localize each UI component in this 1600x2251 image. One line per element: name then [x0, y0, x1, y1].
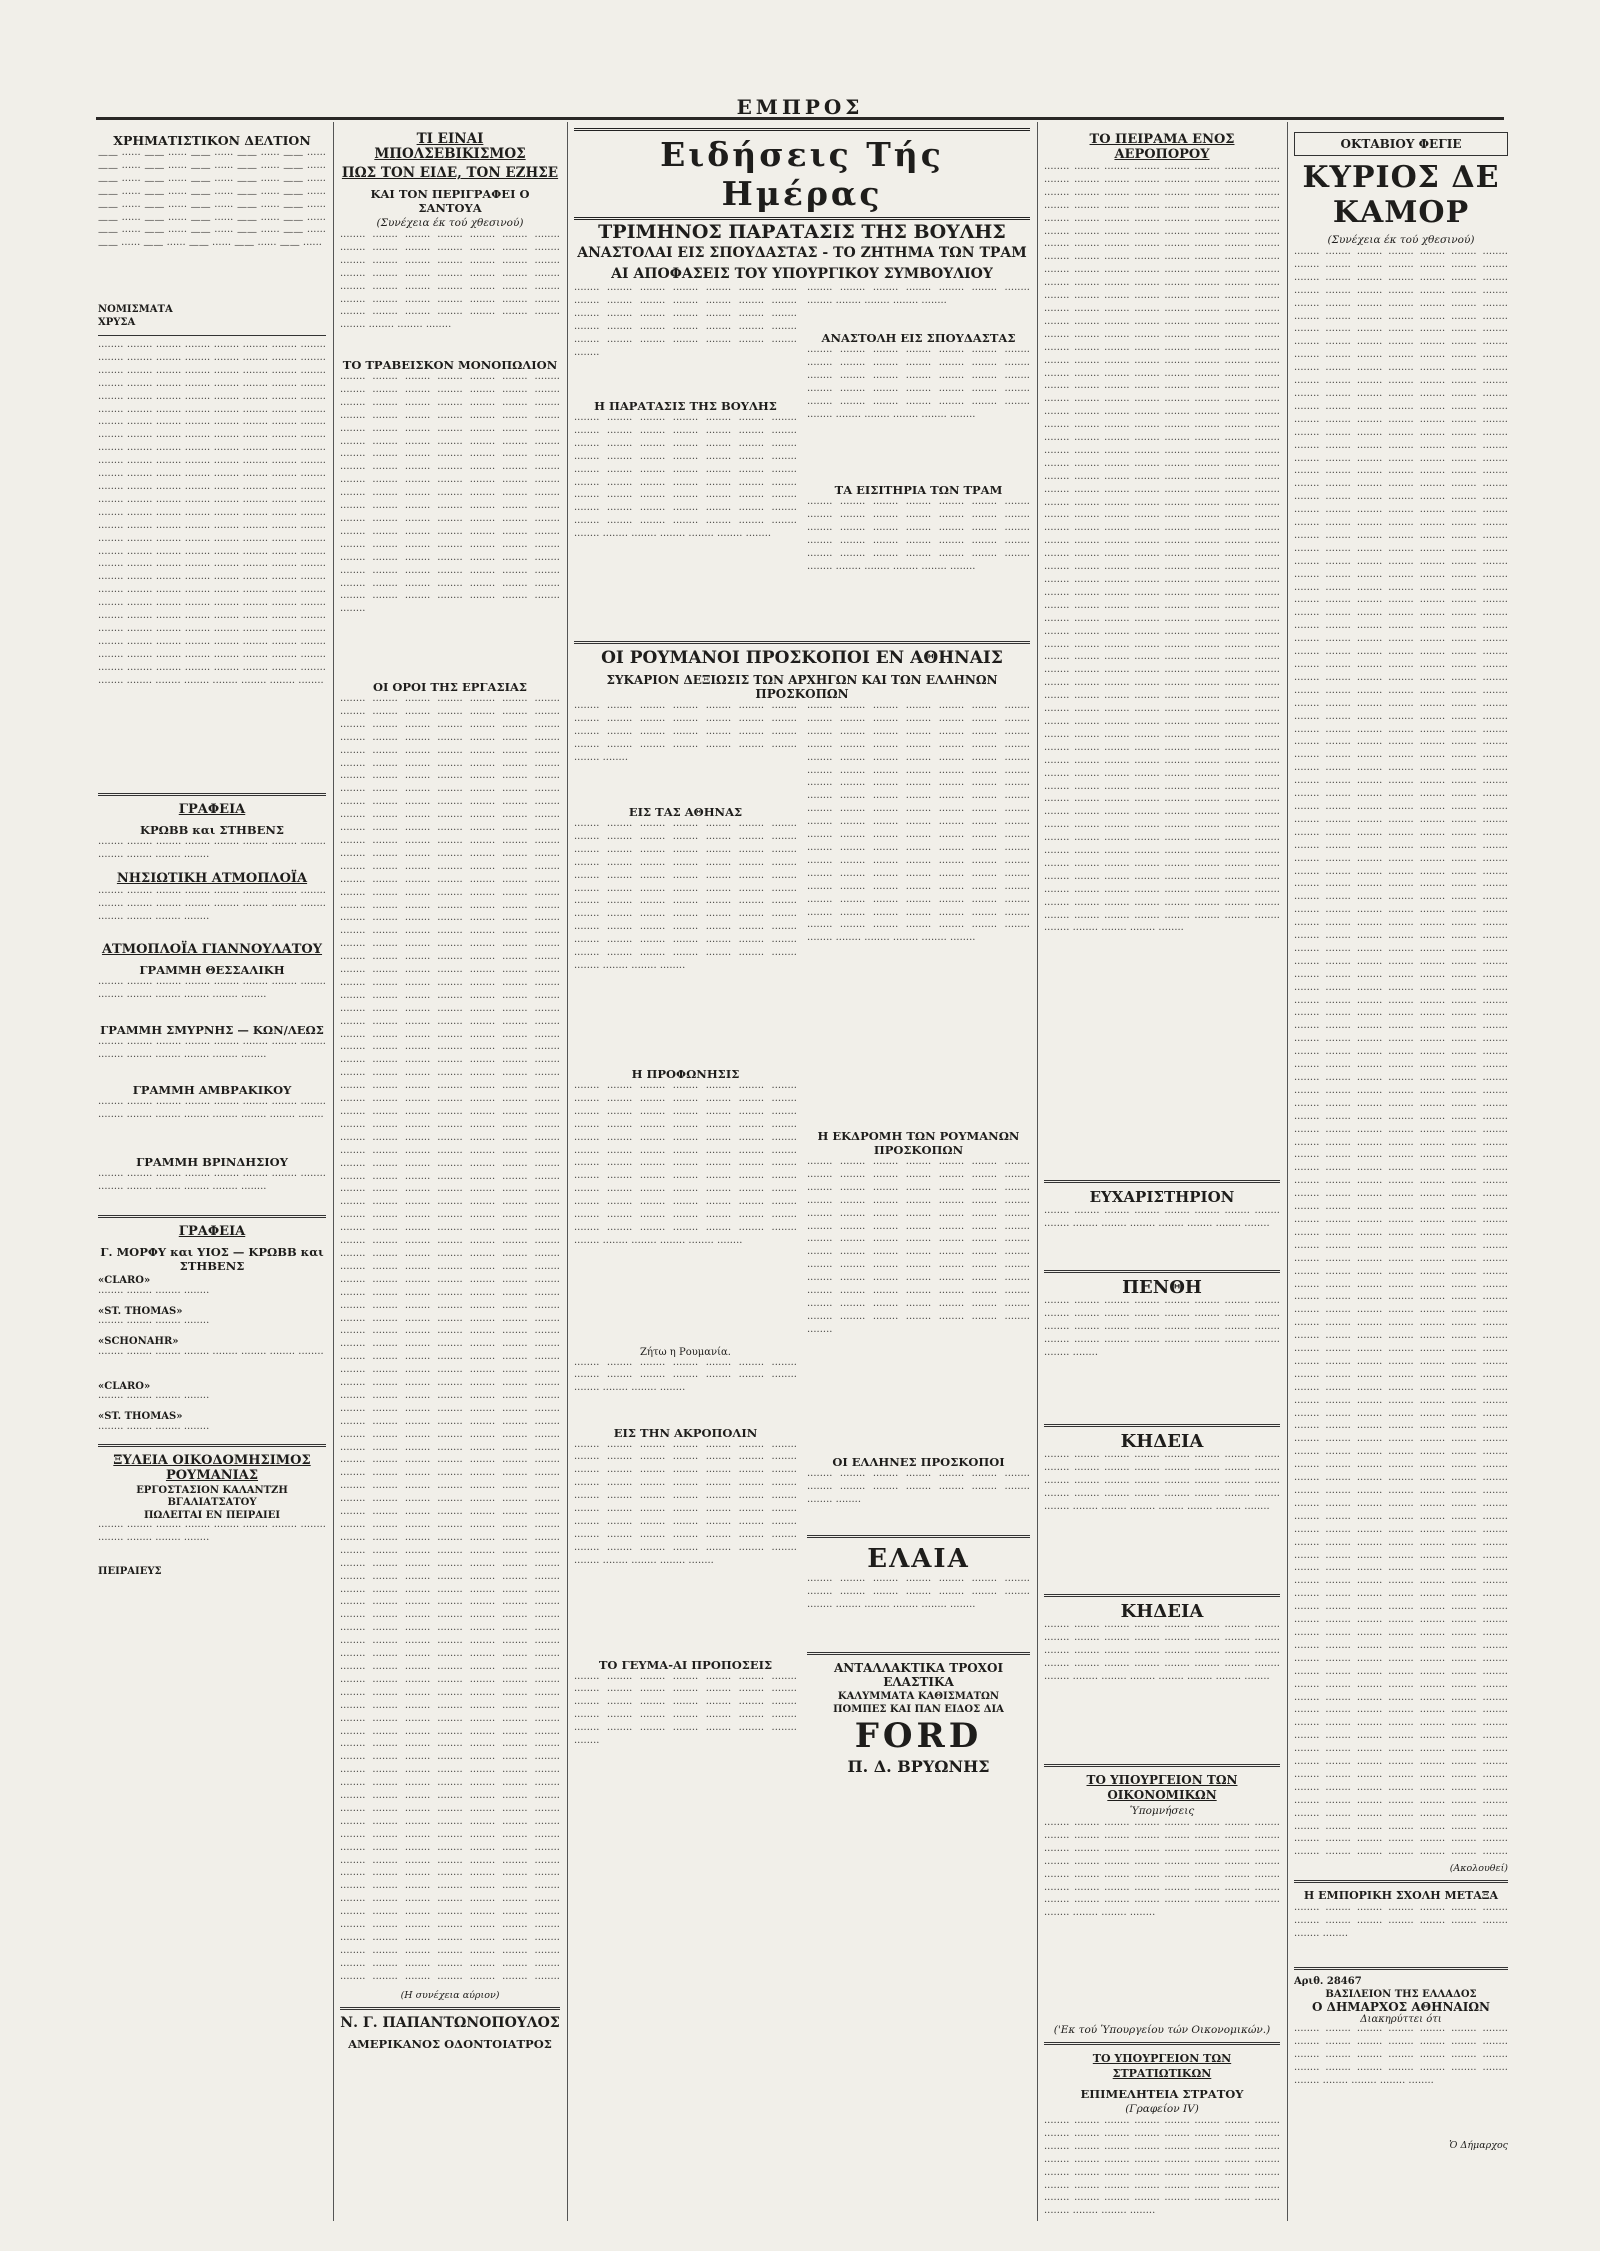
ship-text: ········ ········ ········ ········ — [98, 1423, 210, 1435]
finance-ministry-text: ········ ········ ········ ········ ········ ········ ········ ········ ········ ········ ········ ········ ········ ········ ········ ········ ········ ········ ········ ········ ········ ········ ········ ········ ········ ········ ········ ········ ········ ········ ········ ········ ········ ········ ········ ········ ········ ········ ········ ········ ········ ········ ········ ········ ········ ········ ········ ········ ········ ········ ········ ········ ········ ········ ········ ········ ········ ········ ········ ········ — [1044, 1820, 1280, 1922]
masthead: ΕΜΠΡΟΣ — [736, 95, 864, 119]
elaia-ad-title: ΕΛΑΙΑ — [867, 1544, 970, 1574]
article-body: ········ ········ ········ ········ ········ ········ ········ ········ ········ ········ ········ ········ ········ ········ ········ ········ ········ ········ ········ ········ ········ ········ ········ ········ ········ ········ ········ ········ ········ ········ ········ ········ ········ ········ ········ ········ ········ ········ ········ ········ ········ ········ ········ ········ ········ ········ ········ ········ ········ ········ ········ ········ ········ — [340, 232, 560, 334]
column-separator — [1287, 122, 1288, 2221]
ship-schonahr: «SCHONAHR» — [98, 1336, 179, 1347]
ship-st-thomas-2: «ST. THOMAS» — [98, 1411, 183, 1422]
divider — [1044, 1270, 1280, 1273]
finance-title: ΧΡΗΜΑΤΙΣΤΙΚΟΝ ΔΕΛΤΙΟΝ — [113, 133, 311, 148]
xyleia-text: ········ ········ ········ ········ ········ ········ ········ ········ ········ ········ ········ ········ — [98, 1522, 326, 1546]
divider — [807, 1535, 1030, 1538]
subhead-lunch-toasts: ΤΟ ΓΕΥΜΑ-ΑΙ ΠΡΟΠΟΣΕΙΣ — [598, 1657, 773, 1672]
xyleia-title: ΞΥΛΕΙΑ ΟΙΚΟΔΟΜΗΣΙΜΟΣ ΡΟΥΜΑΝΙΑΣ — [113, 1452, 311, 1483]
ford-ad-line1: ΚΑΛΥΜΜΑΤΑ ΚΑΘΙΣΜΑΤΩΝ — [837, 1691, 1000, 1702]
news-subcol-left — [574, 285, 797, 635]
subhead-in-athens: ΕΙΣ ΤΑΣ ΑΘΗΝΑΣ — [628, 805, 743, 819]
funeral-title-1: ΚΗΔΕΙΑ — [1120, 1431, 1204, 1452]
to-be-continued: (Ακολουθεί) — [1449, 1863, 1508, 1874]
article-body: ········ ········ ········ ········ ········ ········ ········ ········ ········ ········ ········ ········ ········ ········ ········ ········ ········ ········ ········ ········ ········ ········ ········ ········ ········ ········ ········ ········ ········ ········ ········ ········ ········ ········ ········ ········ ········ ········ ········ ········ ········ ········ ········ ········ ········ ········ ········ ········ ········ ········ ········ ········ ········ ········ ········ ········ ········ ········ ········ ········ ········ ········ ········ ········ ········ ········ ········ ········ ········ ········ ········ ········ ········ ········ ········ ········ ········ ········ ········ ········ ········ ········ ········ ········ ········ ········ ········ ········ ········ ········ ········ ········ — [807, 1159, 1030, 1338]
divider — [1294, 1880, 1508, 1883]
column-separator — [1037, 122, 1038, 2221]
divider — [98, 793, 326, 796]
funeral-text-2: ········ ········ ········ ········ ········ ········ ········ ········ ········ ········ ········ ········ ········ ········ ········ ········ ········ ········ ········ ········ ········ ········ ········ ········ ········ ········ ········ ········ ········ ········ ········ ········ ········ ········ ········ ········ ········ ········ ········ ········ — [1044, 1622, 1280, 1685]
article-body: ········ ········ ········ ········ ········ ········ ········ ········ ········ ········ ········ ········ ········ ········ ········ ········ ········ ········ ········ ········ ········ ········ ········ ········ ········ ········ ········ ········ ········ ········ ········ ········ ········ ········ ········ ········ ········ ········ ········ ········ ········ ········ ········ ········ ········ ········ ········ ········ ········ ········ ········ ········ ········ ········ ········ ········ ········ ········ ········ ········ ········ ········ ········ ········ ········ ········ ········ ········ ········ ········ ········ ········ ········ ········ ········ ········ ········ ········ ········ ········ ········ ········ ········ ········ ········ ········ ········ ········ ········ ········ ········ ········ ········ ········ ········ ········ ········ ········ ········ ········ ········ ········ ········ ········ ········ ········ ········ ········ ········ ········ ········ ········ ········ ········ ········ ········ ········ ········ ········ ········ ········ ········ ········ ········ ········ ········ ········ — [340, 374, 560, 618]
subhead-greek-scouts: ΟΙ ΕΛΛΗΝΕΣ ΠΡΟΣΚΟΠΟΙ — [832, 1455, 1005, 1469]
nisiotiki-title: ΝΗΣΙΩΤΙΚΗ ΑΤΜΟΠΛΟΪΑ — [116, 871, 308, 886]
subhead-tickets: ΤΑ ΕΙΣΙΤΗΡΙΑ ΤΩΝ ΤΡΑΜ — [834, 483, 1003, 497]
giannoulatou-title: ΑΤΜΟΠΛΟΪΑ ΓΙΑΝΝΟΥΛΑΤΟΥ — [101, 942, 323, 957]
serial-body: ········ ········ ········ ········ ········ ········ ········ ········ ········ ········ ········ ········ ········ ········ ········ ········ ········ ········ ········ ········ ········ ········ ········ ········ ········ ········ ········ ········ ········ ········ ········ ········ ········ ········ ········ ········ ········ ········ ········ ········ ········ ········ ········ ········ ········ ········ ········ ········ ········ ········ ········ ········ ········ ········ ········ ········ ········ ········ ········ ········ ········ ········ ········ ········ ········ ········ ········ ········ ········ ········ ········ ········ ········ ········ ········ ········ ········ ········ ········ ········ ········ ········ ········ ········ ········ ········ ········ ········ ········ ········ ········ ········ ········ ········ ········ ········ ········ ········ ········ ········ ········ ········ ········ ········ ········ ········ ········ ········ ········ ········ ········ ········ ········ ········ ········ ········ ········ ········ ········ ········ ········ ········ ········ ········ ········ ········ ········ ········ ········ ········ ········ ········ ········ ········ ········ ········ ········ ········ ········ ········ ········ ········ ········ ········ ········ ········ ········ ········ ········ ········ ········ ········ ········ ········ ········ ········ ········ ········ ········ ········ ········ ········ ········ ········ ········ ········ ········ ········ ········ ········ ········ ········ ········ ········ ········ ········ ········ ········ ········ ········ ········ ········ ········ ········ ········ ········ ········ ········ ········ ········ ········ ········ ········ ········ ········ ········ ········ ········ ········ ········ ········ ········ ········ ········ ········ ········ ········ ········ ········ ········ ········ ········ ········ ········ ········ ········ ········ ········ ········ ········ ········ ········ ········ ········ ········ ········ ········ ········ ········ ········ ········ ········ ········ ········ ········ ········ ········ ········ ········ ········ ········ ········ ········ ········ ········ ········ ········ ········ ········ ········ ········ ········ ········ ········ ········ ········ ········ ········ ········ ········ ········ ········ ········ ········ ········ ········ ········ ········ ········ ········ ········ ········ ········ ········ ········ ········ ········ ········ ········ ········ ········ ········ ········ ········ ········ ········ ········ ········ ········ ········ ········ ········ ········ ········ ········ ········ ········ ········ ········ ········ ········ ········ ········ ········ ········ ········ ········ ········ ········ ········ ········ ········ ········ ········ ········ ········ ········ ········ ········ ········ ········ ········ ········ ········ ········ ········ ········ ········ ········ ········ ········ ········ ········ ········ ········ ········ ········ ········ ········ ········ ········ ········ ········ ········ ········ ········ ········ ········ ········ ········ ········ ········ ········ ········ ········ ········ ········ ········ ········ ········ ········ ········ ········ ········ ········ ········ ········ ········ ········ ········ ········ ········ ········ ········ ········ ········ ········ ········ ········ ········ ········ ········ ········ ········ ········ ········ ········ ········ ········ ········ ········ ········ ········ ········ ········ ········ ········ ········ ········ ········ ········ ········ ········ ········ ········ ········ ········ ········ ········ ········ ········ ········ ········ ········ ········ ········ ········ ········ ········ ········ ········ ········ ········ ········ ········ ········ ········ ········ ········ ········ ········ ········ ········ ········ ········ ········ ········ ········ ········ ········ ········ ········ ········ ········ ········ ········ ········ ········ ········ ········ ········ ········ ········ ········ ········ ········ ········ ········ ········ ········ ········ ········ ········ ········ ········ ········ ········ ········ ········ ········ ········ ········ ········ ········ ········ ········ ········ ········ ········ ········ ········ ········ ········ ········ ········ ········ ········ ········ ········ ········ ········ ········ ········ ········ ········ ········ ········ ········ ········ ········ ········ ········ ········ ········ ········ ········ ········ ········ ········ ········ ········ ········ ········ ········ ········ ········ ········ ········ ········ ········ ········ ········ ········ ········ ········ ········ ········ ········ ········ ········ ········ ········ ········ ········ ········ ········ ········ ········ ········ ········ ········ ········ ········ ········ ········ ········ ········ ········ ········ ········ ········ ········ ········ ········ ········ ········ ········ ········ ········ ········ ········ ········ ········ ········ ········ ········ ········ ········ ········ ········ ········ ········ ········ ········ ········ ········ ········ ········ ········ ········ ········ ········ ········ ········ ········ ········ ········ ········ ········ ········ ········ ········ ········ ········ ········ ········ ········ ········ ········ ········ ········ ········ ········ ········ ········ ········ ········ ········ ········ ········ ········ ········ ········ ········ ········ ········ ········ ········ ········ ········ ········ ········ ········ ········ ········ ········ ········ ········ ········ ········ ········ ········ ········ ········ ········ ········ ········ ········ ········ ········ ········ ········ ········ ········ ········ ········ ········ ········ ········ ········ ········ ········ ········ ········ ········ ········ ········ ········ ········ ········ ········ ········ ········ ········ ········ ········ ········ ········ ········ ········ ········ ········ ········ ········ ········ ········ ········ ········ ········ ········ ········ ········ ········ ········ ········ ········ ········ ········ ········ ········ ········ ········ ········ ········ ········ ········ ········ ········ ········ ········ ········ ········ ········ ········ ········ ········ ········ ········ ········ ········ ········ ········ ········ ········ ········ ········ ········ ········ ········ ········ ········ ········ ········ ········ ········ ········ ········ ········ ········ ········ ········ ········ ········ ········ ········ ········ ········ ········ ········ ········ ········ ········ ········ ········ ········ ········ ········ ········ ········ ········ ········ ········ ········ ········ ········ ········ ········ ········ ········ ········ ········ ········ ········ ········ ········ ········ ········ ········ ········ ········ ········ ········ ········ ········ ········ ········ ········ ········ ········ ········ ········ ········ ········ ········ ········ ········ ········ ········ ········ ········ ········ ········ ········ ········ ········ ········ ········ ········ ········ ········ ········ ········ ········ ········ ········ ········ ········ ········ ········ ········ ········ ········ ········ ········ ········ ········ ········ ········ ········ ········ ········ ········ ········ ········ ········ ········ ········ ········ ········ ········ ········ ········ ········ ········ ········ ········ ········ ········ ········ ········ ········ ········ ········ ········ ········ ········ ········ ········ ········ ········ ········ ········ ········ ········ ········ ········ ········ ········ ········ ········ ········ ········ ········ ········ ········ ········ ········ ········ ········ ········ ········ ········ ········ ········ ········ — [1294, 249, 1508, 1859]
article-title-line2: ΠΩΣ ΤΟΝ ΕΙΔΕ, ΤΟΝ ΕΖΗΣΕ — [341, 165, 559, 181]
subhead-work-terms: ΟΙ ΟΡΟΙ ΤΗΣ ΕΡΓΑΣΙΑΣ — [372, 680, 528, 694]
column-2 — [340, 128, 560, 2221]
article-title-line1: ΤΙ ΕΙΝΑΙ ΜΠΟΛΣΕΒΙΚΙΣΜΟΣ — [374, 131, 526, 162]
military-ministry-subtitle: ΕΠΙΜΕΛΗΤΕΙΑ ΣΤΡΑΤΟΥ — [1080, 2087, 1244, 2101]
top-rule — [96, 117, 1504, 120]
thessaliki-line: ΓΡΑΜΜΗ ΘΕΣΣΑΛΙΚΗ — [139, 963, 285, 977]
dentist-ad-name: Ν. Γ. ΠΑΠΑΝΤΩΝΟΠΟΥΛΟΣ — [340, 2015, 560, 2031]
ford-logo-text: FORD — [854, 1716, 983, 1756]
divider — [340, 2007, 560, 2010]
article-body: ········ ········ ········ ········ ········ ········ ········ ········ ········ ········ ········ ········ ········ ········ ········ ········ ········ ········ ········ ········ ········ ········ ········ ········ ········ ········ ········ ········ ········ ········ ········ ········ ········ ········ ········ ········ — [574, 1673, 797, 1750]
grafeia-title: ΓΡΑΦΕΙΑ — [178, 802, 246, 817]
military-ministry-text: ········ ········ ········ ········ ········ ········ ········ ········ ········ ········ ········ ········ ········ ········ ········ ········ ········ ········ ········ ········ ········ ········ ········ ········ ········ ········ ········ ········ ········ ········ ········ ········ ········ ········ ········ ········ ········ ········ ········ ········ ········ ········ ········ ········ ········ ········ ········ ········ ········ ········ ········ ········ ········ ········ ········ ········ ········ ········ ········ ········ — [1044, 2118, 1280, 2220]
divider — [98, 1444, 326, 1447]
decree-text: ········ ········ ········ ········ ········ ········ ········ ········ ········ ········ ········ ········ ········ ········ ········ ········ ········ ········ ········ ········ ········ ········ ········ ········ ········ ········ ········ ········ ········ ········ ········ ········ ········ — [1294, 2026, 1508, 2089]
serial-byline: ΟΚΤΑΒΙΟΥ ΦΕΓΙΕ — [1294, 132, 1508, 156]
decree-announces: Διακηρύττει ότι — [1360, 2013, 1442, 2025]
subhead-acropolis: ΕΙΣ ΤΗΝ ΑΚΡΟΠΟΛΙΝ — [613, 1425, 758, 1440]
aviator-title: ΤΟ ΠΕΙΡΑΜΑ ΕΝΟΣ ΑΕΡΟΠΟΡΟΥ — [1089, 132, 1235, 162]
amvrakiki-text: ········ ········ ········ ········ ········ ········ ········ ········ ········ ········ ········ ········ ········ ········ ········ ········ — [98, 1099, 326, 1123]
ship-claro-2: «CLARO» — [98, 1380, 151, 1392]
school-text: ········ ········ ········ ········ ········ ········ ········ ········ ········ ········ ········ ········ ········ ········ ········ ········ — [1294, 1905, 1508, 1942]
subhead-excursion: Η ΕΚΔΡΟΜΗ ΤΩΝ ΡΟΥΜΑΝΩΝ ΠΡΟΣΚΟΠΩΝ — [817, 1129, 1020, 1157]
divider — [1044, 1424, 1280, 1427]
ship-claro: «CLARO» — [98, 1275, 151, 1286]
finance-commentary: ········ ········ ········ ········ ········ ········ ········ ········ ········ ········ ········ ········ ········ ········ ········ ········ ········ ········ ········ ········ ········ ········ ········ ········ ········ ········ ········ ········ ········ ········ ········ ········ ········ ········ ········ ········ ········ ········ ········ ········ ········ ········ ········ ········ ········ ········ ········ ········ ········ ········ ········ ········ ········ ········ ········ ········ ········ ········ ········ ········ ········ ········ ········ ········ ········ ········ ········ ········ ········ ········ ········ ········ ········ ········ ········ ········ ········ ········ ········ ········ ········ ········ ········ ········ ········ ········ ········ ········ ········ ········ ········ ········ ········ ········ ········ ········ ········ ········ ········ ········ ········ ········ ········ ········ ········ ········ ········ ········ ········ ········ ········ ········ ········ ········ ········ ········ ········ ········ ········ ········ ········ ········ ········ ········ ········ ········ ········ ········ ········ ········ ········ ········ ········ ········ ········ ········ ········ ········ ········ ········ ········ ········ ········ ········ ········ ········ ········ ········ ········ ········ ········ ········ ········ ········ ········ ········ ········ ········ ········ ········ ········ ········ ········ ········ ········ ········ ········ ········ ········ ········ ········ ········ ········ ········ ········ ········ ········ ········ ········ ········ ········ ········ ········ ········ ········ ········ ········ ········ ········ ········ ········ ········ ········ ········ ········ ········ ········ ········ ········ ········ ········ ········ ········ ········ ········ ········ ········ ········ ········ ········ ········ ········ ········ ········ ········ ········ — [98, 342, 326, 689]
thessaliki-text: ········ ········ ········ ········ ········ ········ ········ ········ ········ ········ ········ ········ ········ ········ — [98, 979, 326, 1003]
continued-note: (Συνέχεια έκ τού χθεσινού) — [376, 217, 524, 229]
dentist-ad-subtitle: ΑΜΕΡΙΚΑΝΟΣ ΟΔΟΝΤΟΙΑΤΡΟΣ — [348, 2037, 552, 2051]
ship-text: ········ ········ ········ ········ — [98, 1393, 210, 1404]
ship-text: ········ ········ ········ ········ — [98, 1287, 210, 1299]
article-body: ········ ········ ········ ········ ········ ········ ········ ········ ········ ········ ········ ········ ········ ········ ········ ········ ········ ········ ········ ········ ········ ········ ········ ········ ········ ········ ········ ········ ········ ········ ········ ········ ········ ········ ········ ········ ········ ········ ········ ········ ········ ········ ········ ········ ········ ········ ········ ········ ········ ········ ········ ········ ········ ········ ········ ········ ········ ········ ········ ········ ········ ········ ········ ········ ········ ········ ········ ········ ········ ········ ········ ········ ········ ········ ········ ········ ········ ········ ········ ········ ········ — [574, 821, 797, 974]
article-body: ········ ········ ········ ········ ········ ········ ········ ········ ········ ········ ········ ········ ········ ········ ········ ········ — [807, 1471, 1030, 1508]
scouts-subcol-right — [807, 703, 1030, 1788]
grafeia2-title: ΓΡΑΦΕΙΑ — [178, 1224, 246, 1239]
nisiotiki-text: ········ ········ ········ ········ ········ ········ ········ ········ ········ ········ ········ ········ ········ ········ ········ ········ ········ ········ ········ ········ — [98, 888, 326, 925]
divider — [1044, 1594, 1280, 1597]
article-body: ········ ········ ········ ········ ········ ········ ········ ········ ········ ········ ········ ········ ········ ········ ········ ········ ········ ········ ········ ········ ········ ········ ········ ········ ········ ········ ········ ········ ········ ········ ········ ········ ········ ········ ········ ········ ········ ········ ········ ········ ········ — [807, 347, 1030, 423]
ford-ad-line2: ΠΟΜΠΕΣ ΚΑΙ ΠΑΝ ΕΙΔΟΣ ΔΙΑ — [833, 1703, 1004, 1715]
divider — [1044, 1180, 1280, 1183]
column-separator — [333, 122, 334, 2221]
smyrni-line: ΓΡΑΜΜΗ ΣΜΥΡΝΗΣ — ΚΩΝ/ΛΕΩΣ — [100, 1023, 324, 1037]
divider — [98, 1215, 326, 1218]
to-be-continued: (Η συνέχεια αύριον) — [400, 1990, 500, 2001]
column-5 — [1294, 128, 1508, 2221]
decree-kingdom: ΒΑΣΙΛΕΙΟΝ ΤΗΣ ΕΛΛΑΔΟΣ — [1325, 1988, 1477, 2000]
military-ministry-office: (Γραφείον IV) — [1125, 2103, 1199, 2115]
column-4 — [1044, 128, 1280, 2221]
ergostasion-line: ΕΡΓΟΣΤΑΣΙΟΝ ΚΑΛΑΝΤΖΗ ΒΓΑΛΙΑΤΣΑΤΟΥ — [136, 1484, 288, 1508]
article-body: ········ ········ ········ ········ ········ ········ ········ ········ ········ ········ ········ ········ ········ ········ ········ ········ ········ ········ ········ ········ ········ ········ ········ ········ ········ ········ ········ ········ ········ ········ ········ ········ ········ ········ ········ ········ ········ ········ ········ ········ ········ ········ ········ ········ ········ ········ ········ ········ ········ ········ ········ ········ ········ ········ ········ ········ ········ ········ ········ ········ ········ ········ ········ ········ ········ ········ ········ ········ ········ ········ ········ ········ ········ ········ ········ ········ ········ ········ ········ ········ ········ ········ ········ ········ ········ ········ ········ ········ ········ ········ ········ ········ ········ ········ ········ ········ ········ ········ ········ ········ ········ ········ ········ ········ ········ ········ ········ ········ ········ ········ ········ ········ ········ ········ ········ ········ ········ ········ ········ ········ ········ ········ ········ ········ ········ ········ ········ ········ ········ ········ ········ ········ ········ ········ ········ ········ ········ ········ ········ ········ ········ ········ ········ ········ ········ ········ ········ ········ ········ ········ ········ ········ ········ ········ ········ ········ ········ ········ ········ ········ ········ ········ ········ ········ ········ ········ ········ ········ ········ ········ ········ ········ ········ ········ ········ ········ ········ ········ ········ ········ ········ ········ ········ ········ ········ ········ ········ ········ ········ ········ ········ ········ ········ ········ ········ ········ ········ ········ ········ ········ ········ ········ ········ ········ ········ ········ ········ ········ ········ ········ ········ ········ ········ ········ ········ ········ ········ ········ ········ ········ ········ ········ ········ ········ ········ ········ ········ ········ ········ ········ ········ ········ ········ ········ ········ ········ ········ ········ ········ ········ ········ ········ ········ ········ ········ ········ ········ ········ ········ ········ ········ ········ ········ ········ ········ ········ ········ ········ ········ ········ ········ ········ ········ ········ ········ ········ ········ ········ ········ ········ ········ ········ ········ ········ ········ ········ ········ ········ ········ ········ ········ ········ ········ ········ ········ ········ ········ ········ ········ ········ ········ ········ ········ ········ ········ ········ ········ ········ ········ ········ ········ ········ ········ ········ ········ ········ ········ ········ ········ ········ ········ ········ ········ ········ ········ ········ ········ ········ ········ ········ ········ ········ ········ ········ ········ ········ ········ ········ ········ ········ ········ ········ ········ ········ ········ ········ ········ ········ ········ ········ ········ ········ ········ ········ ········ ········ ········ ········ ········ ········ ········ ········ ········ ········ ········ ········ ········ ········ ········ ········ ········ ········ ········ ········ ········ ········ ········ ········ ········ ········ ········ ········ ········ ········ ········ ········ ········ ········ ········ ········ ········ ········ ········ ········ ········ ········ ········ ········ ········ ········ ········ ········ ········ ········ ········ ········ ········ ········ ········ ········ ········ ········ ········ ········ ········ ········ ········ ········ ········ ········ ········ ········ ········ ········ ········ ········ ········ ········ ········ ········ ········ ········ ········ ········ ········ ········ ········ ········ ········ ········ ········ ········ ········ ········ ········ ········ ········ ········ ········ ········ ········ ········ ········ ········ ········ ········ ········ ········ ········ ········ ········ ········ ········ ········ ········ ········ ········ ········ ········ ········ ········ ········ ········ ········ ········ ········ ········ ········ ········ ········ ········ ········ ········ ········ ········ ········ ········ — [1044, 164, 1280, 937]
long-live-romania: Ζήτω η Ρουμανία. — [640, 1347, 731, 1358]
column-1 — [98, 128, 326, 2221]
article-body: ········ ········ ········ ········ ········ ········ ········ ········ ········ ········ ········ ········ ········ ········ ········ ········ ········ ········ ········ ········ ········ ········ ········ ········ ········ ········ ········ ········ ········ ········ ········ ········ ········ ········ ········ ········ ········ ········ ········ ········ ········ ········ ········ ········ ········ ········ ········ ········ ········ ········ ········ ········ ········ ········ ········ ········ ········ ········ ········ ········ ········ ········ ········ ········ ········ ········ ········ ········ ········ ········ — [574, 415, 797, 543]
article-body: ········ ········ ········ ········ ········ ········ ········ ········ ········ ········ ········ ········ ········ ········ ········ ········ ········ ········ — [574, 1359, 797, 1397]
headline-reception: ΣΥΚΑΡΙΟΝ ΔΕΞΙΩΣΙΣ ΤΩΝ ΑΡΧΗΓΩΝ ΚΑΙ ΤΩΝ ΕΛΛΗΝΩΝ ΠΡΟΣΚΟΠΩΝ — [606, 673, 998, 701]
school-title: Η ΕΜΠΟΡΙΚΗ ΣΧΟΛΗ ΜΕΤΑΞΑ — [1303, 1889, 1499, 1902]
thanks-title: ΕΥΧΑΡΙΣΤΗΡΙΟΝ — [1089, 1188, 1235, 1206]
thanks-text: ········ ········ ········ ········ ········ ········ ········ ········ ········ ········ ········ ········ ········ ········ ········ ········ — [1044, 1208, 1280, 1232]
article-body: ········ ········ ········ ········ ········ ········ ········ ········ ········ ········ ········ ········ ········ ········ ········ ········ ········ ········ ········ ········ ········ ········ ········ ········ ········ ········ ········ ········ ········ ········ ········ ········ ········ ········ ········ ········ ········ ········ ········ ········ ········ — [807, 499, 1030, 575]
vrindisiou-text: ········ ········ ········ ········ ········ ········ ········ ········ ········ ········ ········ ········ ········ ········ — [98, 1171, 326, 1195]
elaia-ad-text: ········ ········ ········ ········ ········ ········ ········ ········ ········ ········ ········ ········ ········ ········ ········ ········ ········ ········ ········ ········ — [807, 1576, 1030, 1613]
article-body: ········ ········ ········ ········ ········ ········ ········ ········ ········ ········ ········ ········ ········ ········ ········ ········ ········ ········ ········ ········ ········ ········ ········ ········ ········ ········ ········ ········ ········ ········ ········ ········ ········ ········ ········ ········ ········ ········ ········ ········ ········ ········ ········ ········ ········ ········ ········ ········ ········ ········ ········ ········ ········ ········ ········ ········ ········ ········ ········ ········ ········ ········ ········ ········ ········ ········ ········ ········ ········ ········ ········ ········ ········ ········ ········ ········ ········ ········ ········ ········ ········ ········ ········ ········ ········ ········ ········ ········ ········ ········ — [574, 1083, 797, 1249]
mourning-title: ΠΕΝΘΗ — [1122, 1277, 1202, 1298]
subhead-monopoly: ΤΟ ΤΡΑΒΕΙΣΚΟΝ ΜΟΝΟΠΩΛΙΟΝ — [342, 358, 558, 372]
article-body: ········ ········ ········ ········ ········ ········ ········ ········ ········ ········ ········ ········ ········ ········ ········ ········ ········ ········ ········ ········ ········ ········ ········ ········ ········ ········ ········ ········ ········ ········ ········ ········ ········ ········ ········ ········ ········ ········ ········ ········ ········ ········ ········ ········ ········ ········ ········ ········ ········ ········ ········ ········ ········ ········ ········ ········ ········ ········ ········ ········ ········ ········ ········ ········ ········ ········ ········ ········ — [574, 1441, 797, 1569]
funeral-title-2: ΚΗΔΕΙΑ — [1120, 1601, 1204, 1622]
grafeia-subtitle: ΚΡΩΒΒ και ΣΤΗΒΕΝΣ — [139, 823, 285, 837]
column-3 — [574, 128, 1030, 2221]
subhead-extension: Η ΠΑΡΑΤΑΣΙΣ ΤΗΣ ΒΟΥΛΗΣ — [594, 399, 777, 413]
article-body: ········ ········ ········ ········ ········ ········ ········ ········ ········ ········ ········ ········ ········ ········ ········ ········ ········ ········ ········ ········ ········ ········ ········ ········ ········ ········ ········ ········ ········ ········ — [574, 703, 797, 766]
vryonis-name: Π. Δ. ΒΡΥΩΝΗΣ — [847, 1757, 990, 1776]
continued-note: (Συνέχεια έκ τού χθεσινού) — [1327, 234, 1475, 246]
divider — [1044, 2042, 1280, 2045]
divider — [574, 641, 1030, 644]
headline-parliament: ΤΡΙΜΗΝΟΣ ΠΑΡΑΤΑΣΙΣ ΤΗΣ ΒΟΥΛΗΣ — [598, 221, 1006, 243]
mourning-text: ········ ········ ········ ········ ········ ········ ········ ········ ········ ········ ········ ········ ········ ········ ········ ········ ········ ········ ········ ········ ········ ········ ········ ········ ········ ········ ········ ········ ········ ········ ········ ········ ········ ········ — [1044, 1298, 1280, 1361]
decree-mayor: Ο ΔΗΜΑΡΧΟΣ ΑΘΗΝΑΙΩΝ — [1312, 2000, 1490, 2014]
decree-number: Αριθ. 28467 — [1294, 1976, 1362, 1987]
headline-tram: ΑΝΑΣΤΟΛΑΙ ΕΙΣ ΣΠΟΥΔΑΣΤΑΣ - ΤΟ ΖΗΤΗΜΑ ΤΩΝ ΤΡΑΜ — [577, 245, 1027, 261]
news-of-the-day-title: Ειδήσεις Τής Ημέρας — [574, 128, 1030, 220]
divider — [1294, 1967, 1508, 1970]
finance-ministry-title: ΤΟ ΥΠΟΥΡΓΕΙΟΝ ΤΩΝ ΟΙΚΟΝΟΜΙΚΩΝ — [1086, 1773, 1238, 1802]
amvrakiki-line: ΓΡΑΜΜΗ ΑΜΒΡΑΚΙΚΟΥ — [132, 1083, 292, 1097]
news-subcol-right — [807, 285, 1030, 635]
article-body: ········ ········ ········ ········ ········ ········ ········ ········ ········ ········ ········ ········ ········ ········ ········ ········ ········ ········ ········ ········ ········ ········ ········ ········ ········ ········ ········ ········ ········ ········ ········ ········ ········ ········ ········ ········ — [574, 285, 797, 361]
article-body: ········ ········ ········ ········ ········ ········ ········ ········ ········ ········ ········ ········ ········ ········ ········ ········ ········ ········ ········ ········ ········ ········ ········ ········ ········ ········ ········ ········ ········ ········ ········ ········ ········ ········ ········ ········ ········ ········ ········ ········ ········ ········ ········ ········ ········ ········ ········ ········ ········ ········ ········ ········ ········ ········ ········ ········ ········ ········ ········ ········ ········ ········ ········ ········ ········ ········ ········ ········ ········ ········ ········ ········ ········ ········ ········ ········ ········ ········ ········ ········ ········ ········ ········ ········ ········ ········ ········ ········ ········ ········ ········ ········ ········ ········ ········ ········ ········ ········ ········ ········ ········ ········ ········ ········ ········ ········ ········ ········ ········ ········ ········ ········ ········ ········ ········ ········ ········ ········ ········ ········ ········ ········ ········ ········ ········ ········ ········ ········ ········ ········ ········ ········ — [807, 703, 1030, 947]
poleitai-line: ΠΩΛΕΙΤΑΙ ΕΝ ΠΕΙΡΑΙΕΙ — [143, 1509, 280, 1521]
headline-cabinet: ΑΙ ΑΠΟΦΑΣΕΙΣ ΤΟΥ ΥΠΟΥΡΓΙΚΟΥ ΣΥΜΒΟΥΛΙΟΥ — [611, 266, 993, 282]
military-ministry-title: ΤΟ ΥΠΟΥΡΓΕΙΟΝ ΤΩΝ ΣΤΡΑΤΙΩΤΙΚΩΝ — [1092, 2052, 1232, 2080]
headline-romanian-scouts: ΟΙ ΡΟΥΜΑΝΟΙ ΠΡΟΣΚΟΠΟΙ ΕΝ ΑΘΗΝΑΙΣ — [601, 648, 1003, 668]
column-separator — [567, 122, 568, 2221]
decree-signature: Ὁ Δήμαρχος — [1449, 2140, 1508, 2151]
divider — [1044, 1764, 1280, 1767]
finance-table: —— ······ —— ······ —— ······ —— ······ —— ······ —— ······ —— ······ —— ······ —— ······ —— ······ —— ······ —— ······ —— ······ —— ······ —— ······ —— ······ —— ······ —— ······ —— ······ —— ······ —— ······ —— ······ —— ······ —— ······ —— ······ —— ······ —— ······ —— ······ —— ······ —— ······ —— ······ —— ······ —— ······ —— ······ —— ······ —— ······ —— ······ —— ······ —— ······ —— ······ — [98, 150, 326, 252]
scouts-subcol-left — [574, 703, 797, 1788]
subhead-students: ΑΝΑΣΤΟΛΗ ΕΙΣ ΣΠΟΥΔΑΣΤΑΣ — [821, 331, 1016, 345]
article-body: ········ ········ ········ ········ ········ ········ ········ ········ ········ ········ ········ ········ — [807, 285, 1030, 309]
piraeus-line: ΠΕΙΡΑΙΕΥΣ — [98, 1566, 162, 1577]
divider — [98, 335, 326, 336]
ship-text: ········ ········ ········ ········ ········ ········ ········ ········ — [98, 1348, 324, 1360]
vrindisiou-line: ΓΡΑΜΜΗ ΒΡΙΝΔΗΣΙΟΥ — [136, 1155, 288, 1169]
currency-label: ΝΟΜΙΣΜΑΤΑ — [98, 304, 173, 315]
subhead-address: Η ΠΡΟΦΩΝΗΣΙΣ — [631, 1067, 740, 1081]
funeral-text-1: ········ ········ ········ ········ ········ ········ ········ ········ ········ ········ ········ ········ ········ ········ ········ ········ ········ ········ ········ ········ ········ ········ ········ ········ ········ ········ ········ ········ ········ ········ ········ ········ ········ ········ ········ ········ ········ ········ ········ ········ — [1044, 1452, 1280, 1515]
ship-text: ········ ········ ········ ········ — [98, 1318, 210, 1329]
divider — [807, 1652, 1030, 1655]
smyrni-text: ········ ········ ········ ········ ········ ········ ········ ········ ········ ········ ········ ········ ········ ········ — [98, 1039, 326, 1063]
article-body: ········ ········ ········ ········ ········ ········ ········ ········ ········ ········ ········ ········ ········ ········ ········ ········ ········ ········ ········ ········ ········ ········ ········ ········ ········ ········ ········ ········ ········ ········ ········ ········ ········ ········ ········ ········ ········ ········ ········ ········ ········ ········ ········ ········ ········ ········ ········ ········ ········ ········ ········ ········ ········ ········ ········ ········ ········ ········ ········ ········ ········ ········ ········ ········ ········ ········ ········ ········ ········ ········ ········ ········ ········ ········ ········ ········ ········ ········ ········ ········ ········ ········ ········ ········ ········ ········ ········ ········ ········ ········ ········ ········ ········ ········ ········ ········ ········ ········ ········ ········ ········ ········ ········ ········ ········ ········ ········ ········ ········ ········ ········ ········ ········ ········ ········ ········ ········ ········ ········ ········ ········ ········ ········ ········ ········ ········ ········ ········ ········ ········ ········ ········ ········ ········ ········ ········ ········ ········ ········ ········ ········ ········ ········ ········ ········ ········ ········ ········ ········ ········ ········ ········ ········ ········ ········ ········ ········ ········ ········ ········ ········ ········ ········ ········ ········ ········ ········ ········ ········ ········ ········ ········ ········ ········ ········ ········ ········ ········ ········ ········ ········ ········ ········ ········ ········ ········ ········ ········ ········ ········ ········ ········ ········ ········ ········ ········ ········ ········ ········ ········ ········ ········ ········ ········ ········ ········ ········ ········ ········ ········ ········ ········ ········ ········ ········ ········ ········ ········ ········ ········ ········ ········ ········ ········ ········ ········ ········ ········ ········ ········ ········ ········ ········ ········ ········ ········ ········ ········ ········ ········ ········ ········ ········ ········ ········ ········ ········ ········ ········ ········ ········ ········ ········ ········ ········ ········ ········ ········ ········ ········ ········ ········ ········ ········ ········ ········ ········ ········ ········ ········ ········ ········ ········ ········ ········ ········ ········ ········ ········ ········ ········ ········ ········ ········ ········ ········ ········ ········ ········ ········ ········ ········ ········ ········ ········ ········ ········ ········ ········ ········ ········ ········ ········ ········ ········ ········ ········ ········ ········ ········ ········ ········ ········ ········ ········ ········ ········ ········ ········ ········ ········ ········ ········ ········ ········ ········ ········ ········ ········ ········ ········ ········ ········ ········ ········ ········ ········ ········ ········ ········ ········ ········ ········ ········ ········ ········ ········ ········ ········ ········ ········ ········ ········ ········ ········ ········ ········ ········ ········ ········ ········ ········ ········ ········ ········ ········ ········ ········ ········ ········ ········ ········ ········ ········ ········ ········ ········ ········ ········ ········ ········ ········ ········ ········ ········ ········ ········ ········ ········ ········ ········ ········ ········ ········ ········ ········ ········ ········ ········ ········ ········ ········ ········ ········ ········ ········ ········ ········ ········ ········ ········ ········ ········ ········ ········ ········ ········ ········ ········ ········ ········ ········ ········ ········ ········ ········ ········ ········ ········ ········ ········ ········ ········ ········ ········ ········ ········ ········ ········ ········ ········ ········ ········ ········ ········ ········ ········ ········ ········ ········ ········ ········ ········ ········ ········ ········ ········ ········ ········ ········ ········ ········ ········ ········ ········ ········ ········ ········ ········ ········ ········ ········ ········ ········ ········ ········ ········ ········ ········ ········ ········ ········ ········ ········ ········ ········ ········ ········ ········ ········ ········ ········ ········ ········ ········ ········ ········ ········ ········ ········ ········ ········ ········ ········ ········ ········ ········ ········ ········ ········ ········ ········ ········ ········ ········ ········ ········ ········ ········ ········ ········ ········ ········ ········ ········ ········ ········ ········ ········ ········ ········ ········ ········ ········ ········ ········ ········ ········ ········ ········ ········ ········ ········ ········ ········ ········ ········ ········ ········ ········ ········ ········ ········ ········ ········ ········ ········ ········ ········ ········ ········ ········ ········ ········ ········ ········ ········ ········ ········ ········ ········ ········ ········ ········ ········ ········ ········ ········ ········ ········ ········ ········ ········ ········ ········ ········ ········ ········ ········ ········ ········ ········ ········ ········ ········ ········ ········ ········ ········ ········ ········ ········ ········ ········ ········ ········ ········ ········ ········ ········ ········ ········ ········ ········ ········ ········ ········ ········ ········ ········ ········ ········ ········ ········ ········ ········ ········ ········ ········ ········ ········ ········ ········ ········ ········ ········ ········ ········ ········ ········ ········ ········ ········ ········ ········ ········ ········ ········ ········ ········ ········ ········ ········ ········ ········ ········ ········ ········ ········ ········ ········ ········ ········ ········ ········ ········ ········ ········ ········ ········ ········ ········ ········ ········ ········ ········ ········ ········ ········ ········ ········ ········ ········ ········ ········ ········ ········ ········ ········ ········ ········ ········ ········ ········ ········ ········ ········ ········ ········ ········ — [340, 696, 560, 1985]
article-title-line3: ΚΑΙ ΤΟΝ ΠΕΡΙΓΡΑΦΕΙ Ο ΣΑΝΤΟΥΑ — [370, 187, 530, 215]
finance-ministry-subtitle: Ὑπομνήσεις — [1129, 1805, 1195, 1817]
serial-title: ΚΥΡΙΟΣ ΔΕ ΚΑΜΟΡ — [1302, 160, 1500, 230]
ship-st-thomas: «ST. THOMAS» — [98, 1305, 183, 1317]
finance-ministry-source: ('Εκ τού Ὑπουργείου τών Οικονομικών.) — [1053, 2024, 1271, 2036]
ford-ad-title: ΑΝΤΑΛΛΑΚΤΙΚΑ ΤΡΟΧΟΙ ΕΛΑΣΤΙΚΑ — [833, 1661, 1004, 1689]
grafeia2-subtitle: Γ. ΜΟΡΦΥ και ΥΙΟΣ — ΚΡΩΒΒ και ΣΤΗΒΕΝΣ — [100, 1245, 324, 1273]
grafeia-text: ········ ········ ········ ········ ········ ········ ········ ········ ········ ········ ········ ········ — [98, 839, 326, 863]
gold-label: ΧΡΥΣΑ — [98, 316, 136, 328]
